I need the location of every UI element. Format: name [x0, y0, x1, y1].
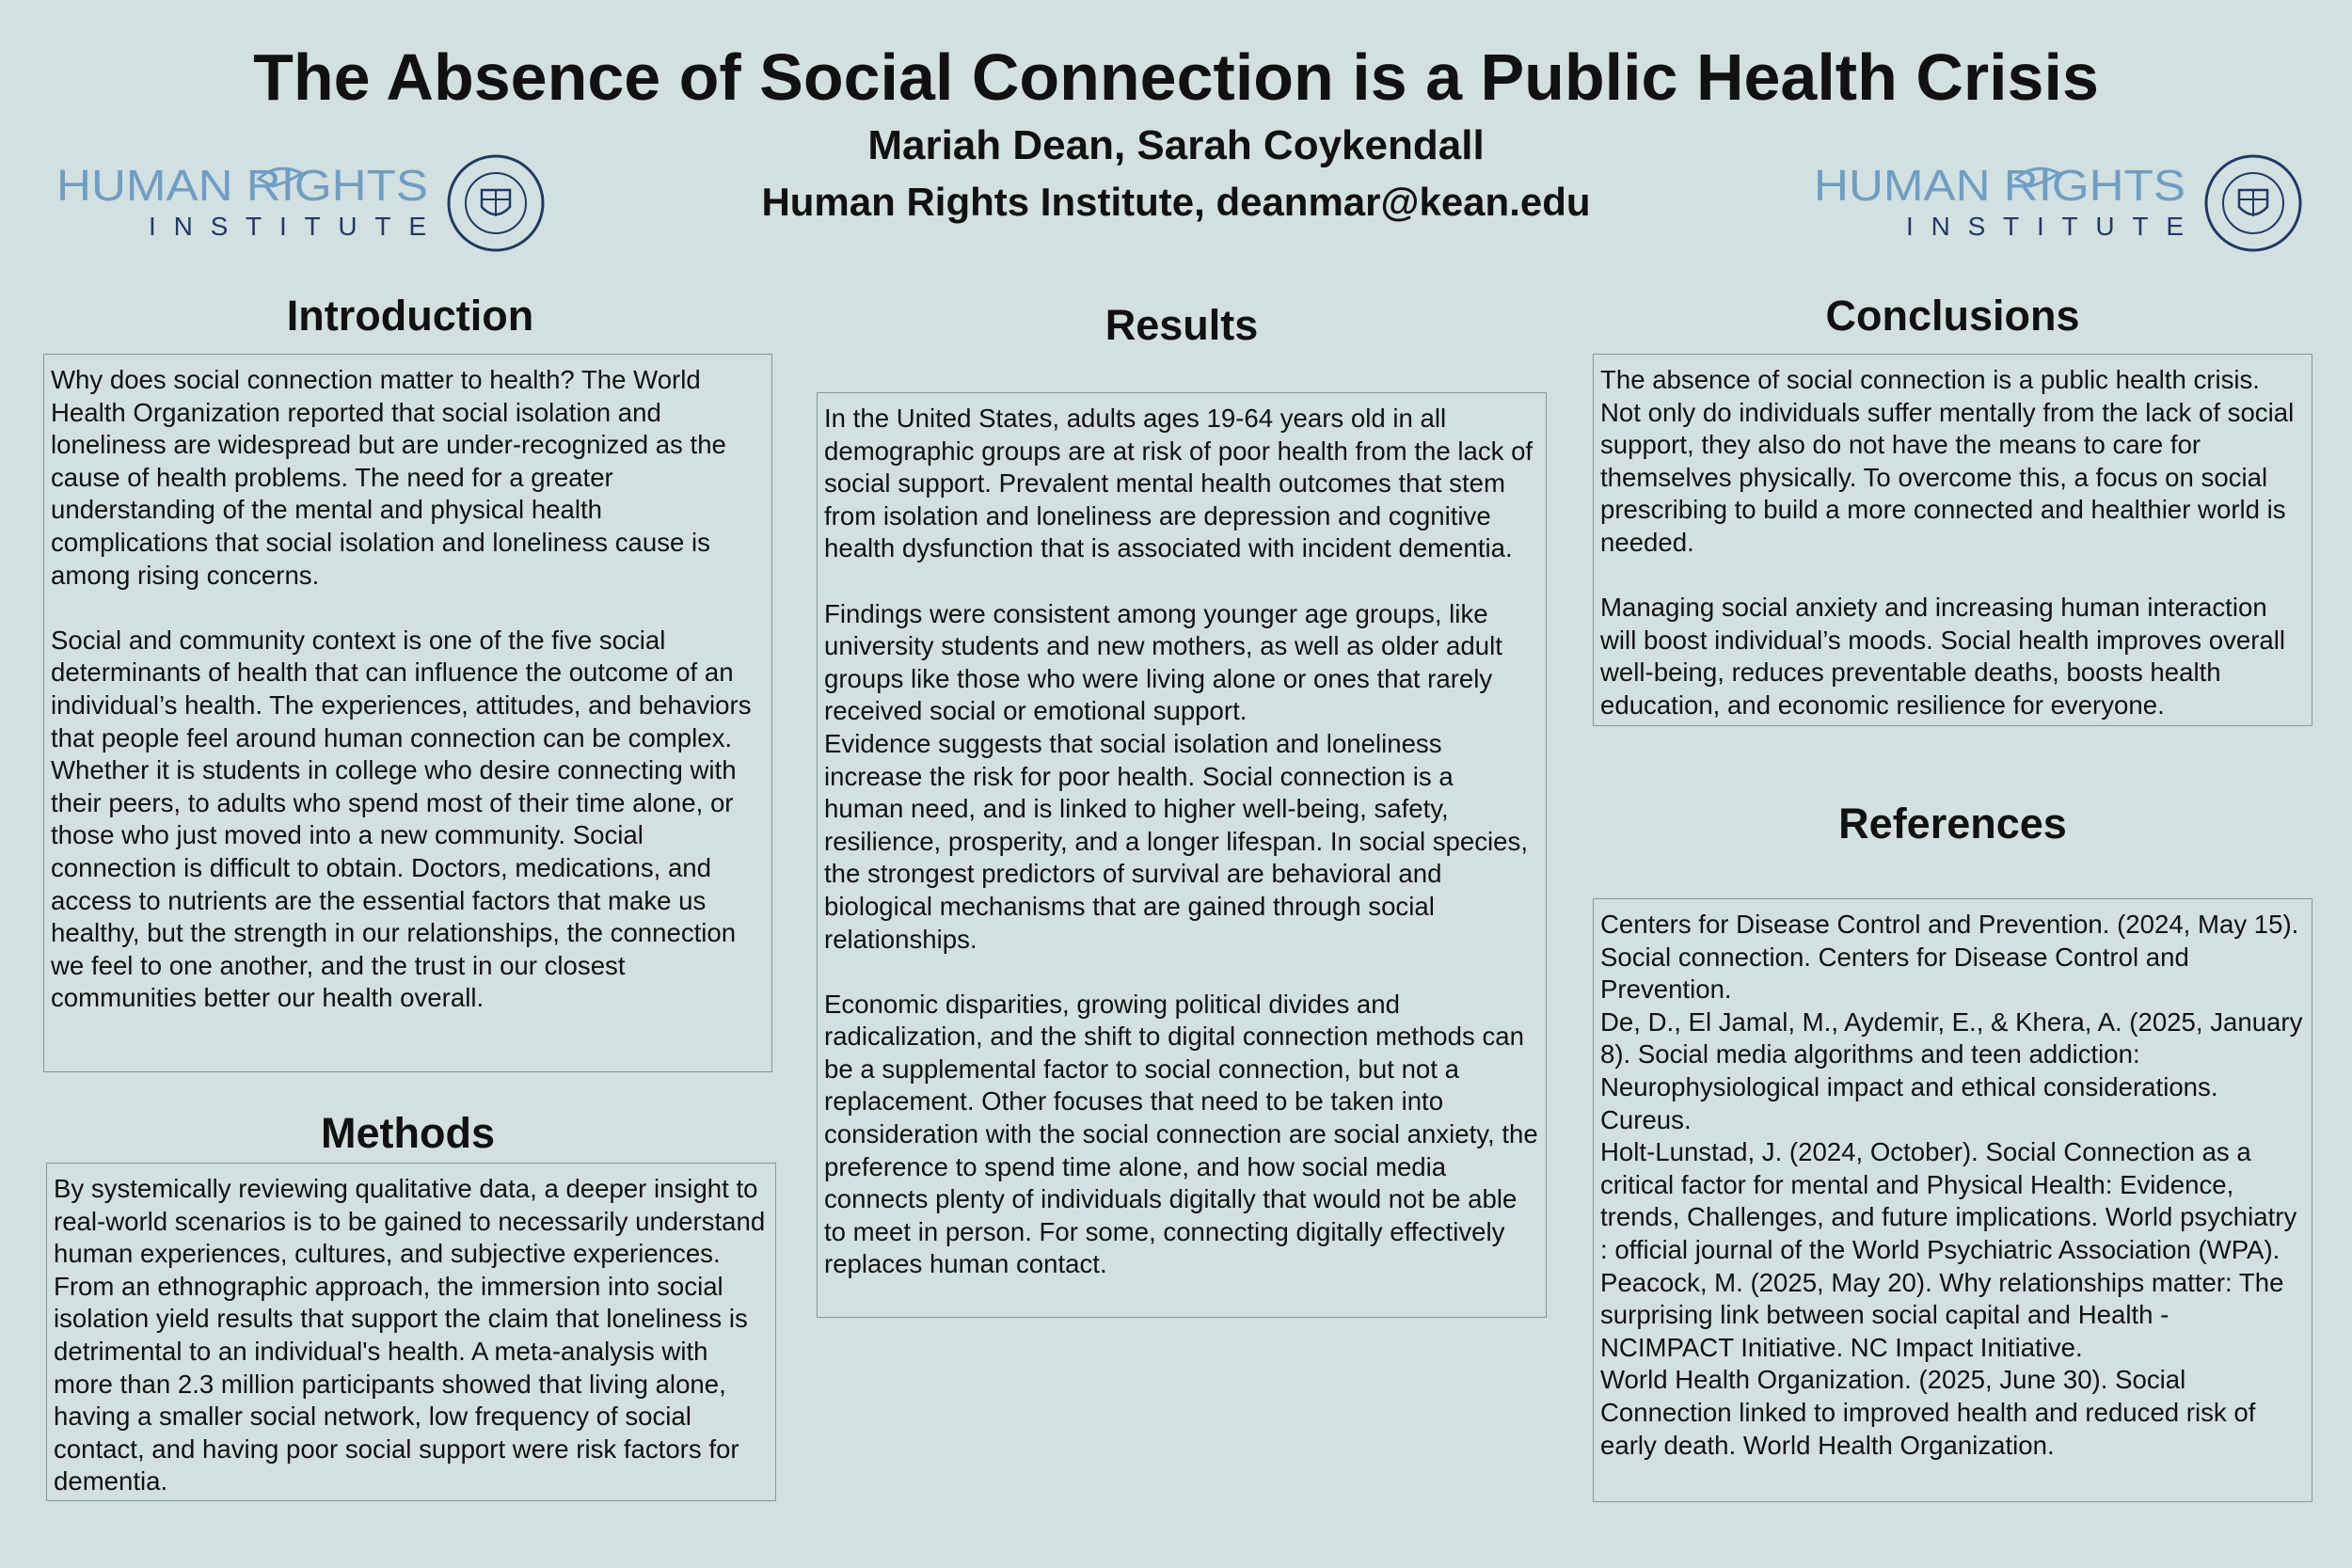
logo-graphic — [1814, 150, 2312, 254]
kean-seal-icon — [449, 156, 543, 250]
introduction-heading: Introduction — [286, 292, 534, 340]
reference-item: De, D., El Jamal, M., Aydemir, E., & Khera, A. (2025, January 8). Social media algorithms and teen addiction: Neurophysiological impact and ethical considerations. Cureus. — [1600, 1006, 2303, 1134]
kean-seal-icon — [2206, 156, 2300, 250]
introduction-box — [43, 354, 772, 1072]
human-rights-institute-logo-left — [56, 150, 555, 254]
results-paragraph: In the United States, adults ages 19-64 years old in all demographic groups are at risk of poor health from the lack of social support. Prevalent mental health outcomes that stem from isolation and loneliness are depression and cognitive health dysfunction that is associated with incident dementia. — [824, 404, 1534, 563]
methods-paragraph: By systemically reviewing qualitative data, a deeper insight to real-world scenarios is to be gained to necessarily understand human experiences, cultures, and subjective experiences. From an ethnographic approach, the immersion into social isolation yield results that support the claim that loneliness is detrimental to an individual's health. A meta-analysis with more than 2.3 million participants showed that living alone, having a smaller social network, low frequency of social contact, and having poor social support were risk factors for dementia. — [54, 1174, 766, 1497]
reference-item: World Health Organization. (2025, June 30). Social Connection linked to improved health and reduced risk of early death. World Health Organization. — [1600, 1365, 2256, 1460]
results-paragraph: Findings were consistent among younger age groups, like university students and new mothers, as well as older adult groups like those who were living alone or ones that rarely received social or emotional support. — [824, 598, 1502, 726]
logo-line2: INSTITUTE — [149, 212, 426, 241]
methods-box — [46, 1163, 776, 1501]
results-paragraph: Economic disparities, growing political divides and radicalization, and the shift to digital connection methods can be a supplemental factor to social connection, but not a replacement. Other focuses that need to be taken into consideration with the social connection are social anxiety, the preference to spend time alone, and how social media connects plenty of individuals digitally that would not be able to meet in person. For some, connecting digitally effectively replaces human contact. — [824, 989, 1538, 1279]
logo-graphic — [56, 150, 555, 254]
introduction-paragraph: Why does social connection matter to health? The World Health Organization reported that social isolation and loneliness are widespread but are under-recognized as the cause of health problems. The need for a greater understanding of the mental and physical health complications that social isolation and loneliness cause is among rising concerns. — [51, 365, 726, 590]
conclusions-paragraph: The absence of social connection is a public health crisis. Not only do individuals suffer mentally from the lack of social support, they also do not have the means to care for themselves physically. To overcome this, a focus on social prescribing to build a more connected and healthier world is needed. — [1600, 365, 2295, 557]
conclusions-box — [1593, 354, 2312, 726]
conclusions-heading: Conclusions — [1825, 292, 2080, 340]
conclusions-paragraph: Managing social anxiety and increasing human interaction will boost individual’s moods. Social health improves overall well-being, reduces preventable deaths, boosts health education, and economic resilience for everyone. — [1600, 593, 2286, 720]
human-rights-institute-logo-right — [1814, 150, 2312, 254]
logo-line1: HUMAN RIGHTS — [1814, 161, 2185, 210]
logo-line2: INSTITUTE — [1906, 212, 2184, 241]
affiliation: Human Rights Institute, deanmar@kean.edu — [761, 180, 1591, 224]
results-paragraph: Evidence suggests that social isolation and loneliness increase the risk for poor health. Social connection is a human need, and is linked to higher well-being, safety, resilience, prosperity, and a longer lifespan. In social species, the strongest predictors of survival are behavioral and biological mechanisms that are gained through social relationships. — [824, 728, 1528, 954]
results-box — [817, 392, 1547, 1318]
results-heading: Results — [1104, 301, 1259, 349]
references-box — [1593, 898, 2312, 1502]
references-heading: References — [1838, 800, 2067, 847]
logo-line1: HUMAN RIGHTS — [56, 161, 428, 210]
methods-heading: Methods — [321, 1109, 495, 1157]
authors: Mariah Dean, Sarah Coykendall — [867, 122, 1485, 168]
introduction-paragraph: Social and community context is one of the five social determinants of health that can influence the outcome of an individual’s health. The experiences, attitudes, and behaviors that people feel around human connection can be complex. Whether it is students in college who desire connecting with their peers, to adults who spend most of their time alone, or those who just moved into a new community. Social connection is difficult to obtain. Doctors, medications, and access to nutrients are the essential factors that make us healthy, but the strength in our relationships, the connection we feel to one another, and the trust in our closest communities better our health overall. — [51, 625, 752, 1013]
reference-item: Holt-Lunstad, J. (2024, October). Social Connection as a critical factor for mental and Physical Health: Evidence, trends, Challenges, and future implications. World psychiatry : official journal of the World Psychiatric Association (WPA). — [1600, 1137, 2297, 1264]
reference-item: Centers for Disease Control and Prevention. (2024, May 15). Social connection. Centers for Disease Control and Prevention. — [1600, 910, 2299, 1005]
reference-item: Peacock, M. (2025, May 20). Why relationships matter: The surprising link between social capital and Health - NCIMPACT Initiative. NC Impact Initiative. — [1600, 1267, 2284, 1362]
poster-title: The Absence of Social Connection is a Public Health Crisis — [253, 40, 2099, 114]
